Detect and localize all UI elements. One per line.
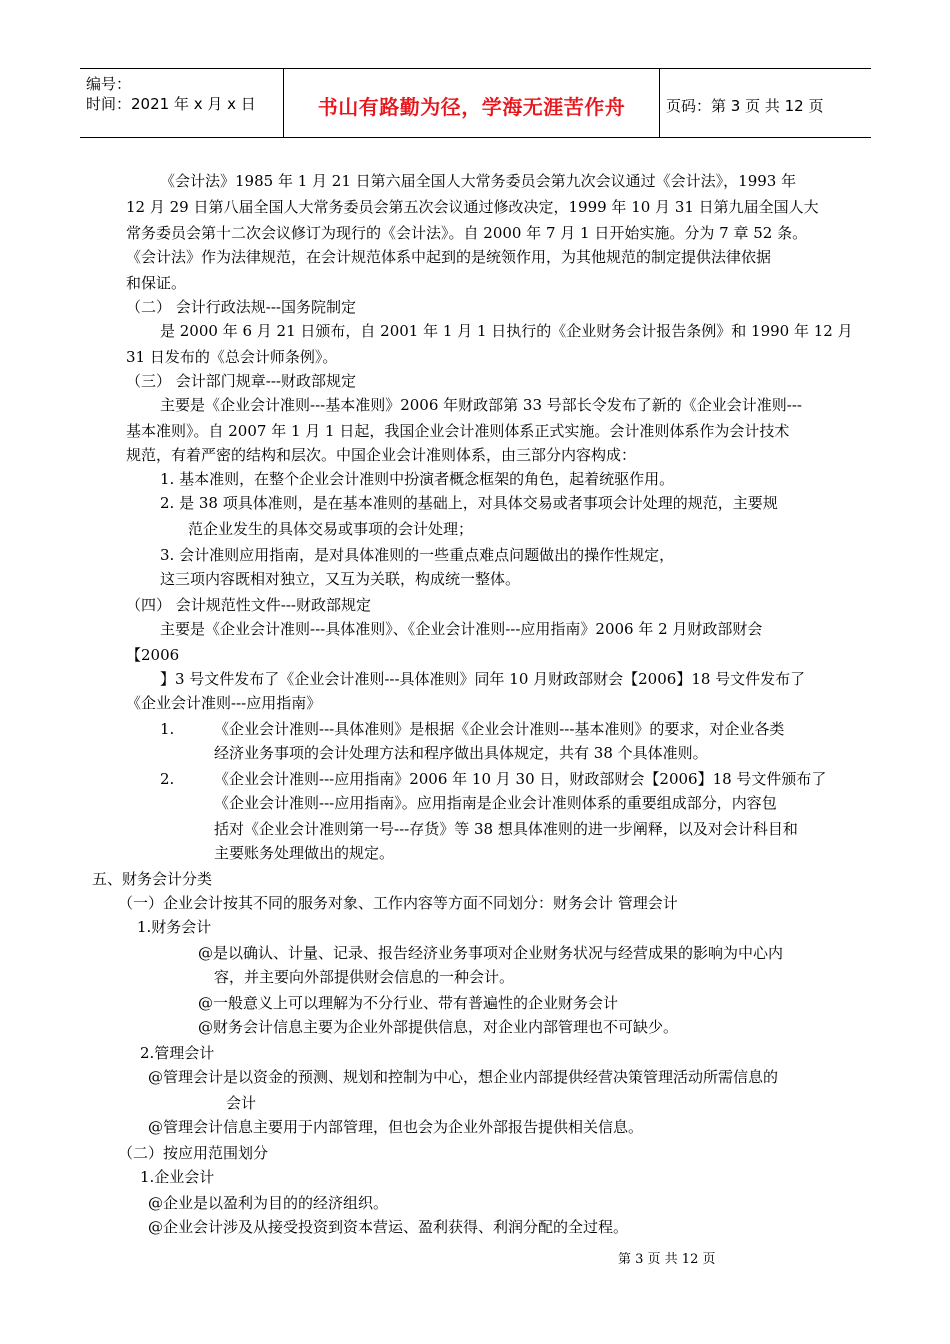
body-line: 常务委员会第十二次会议修订为现行的《会计法》。自 2000 年 7 月 1 日开始实施。分为 7 章 52 条。	[126, 224, 808, 242]
list-item: 《企业会计准则---应用指南》2006 年 10 月 30 日，财政部财会【2006】18 号文件颁布了	[214, 770, 827, 788]
body-line: 】3 号文件发布了《企业会计准则---具体准则》同年 10 月财政部财会【2006】18 号文件发布了	[160, 670, 806, 688]
body-line: 12 月 29 日第八届全国人大常务委员会第五次会议通过修改决定，1999 年 10 月 31 日第九届全国人大	[126, 198, 819, 216]
body-line: 《会计法》1985 年 1 月 21 日第六届全国人大常务委员会第九次会议通过《会计法》，1993 年	[160, 172, 797, 190]
body-line: 规范，有着严密的结构和层次。中国企业会计准则体系，由三部分内容构成：	[126, 446, 637, 464]
document-date-label: 时间：2021 年 x 月 x 日	[86, 95, 256, 113]
body-line: 31 日发布的《总会计师条例》。	[126, 348, 338, 366]
header-info-cell	[80, 69, 284, 137]
body-line: 和保证。	[126, 274, 187, 292]
body-line: 是 2000 年 6 月 21 日颁布，自 2001 年 1 月 1 日执行的《企业财务会计报告条例》和 1990 年 12 月	[160, 322, 853, 340]
subsection-heading: 2.管理会计	[140, 1044, 215, 1062]
chapter-heading: 五、财务会计分类	[92, 870, 213, 888]
body-line: 主要是《企业会计准则---具体准则》、《企业会计准则---应用指南》2006 年 2 月财政部财会	[160, 620, 763, 638]
list-item-continuation: 括对《企业会计准则第一号---存货》等 38 想具体准则的进一步阐释，以及对会计科目和	[214, 820, 798, 838]
list-item: 2. 是 38 项具体准则，是在基本准则的基础上，对具体交易或者事项会计处理的规范，主要规	[160, 494, 778, 512]
section-heading: （二） 会计行政法规---国务院制定	[126, 298, 356, 316]
bullet-item: @企业会计涉及从接受投资到资本营运、盈利获得、利润分配的全过程。	[148, 1218, 629, 1236]
bullet-item: @管理会计信息主要用于内部管理，但也会为企业外部报告提供相关信息。	[148, 1118, 644, 1136]
body-line: 这三项内容既相对独立，又互为关联，构成统一整体。	[160, 570, 521, 588]
list-number: 1.	[160, 720, 175, 738]
bullet-item: @管理会计是以资金的预测、规划和控制为中心，想企业内部提供经营决策管理活动所需信息的	[148, 1068, 779, 1086]
body-line: 《企业会计准则---应用指南》	[126, 694, 322, 712]
list-item-continuation: 主要账务处理做出的规定。	[214, 844, 395, 862]
subsection-heading: 1.企业会计	[140, 1168, 215, 1186]
list-number: 2.	[160, 770, 175, 788]
header-motto-cell	[284, 69, 660, 137]
body-line: 《会计法》作为法律规范，在会计规范体系中起到的是统领作用，为其他规范的制定提供法律依据	[126, 248, 772, 266]
page-header	[80, 68, 871, 138]
header-motto: 书山有路勤为径，学海无涯苦作舟	[317, 94, 626, 119]
bullet-item: @企业是以盈利为目的的经济组织。	[148, 1194, 389, 1212]
bullet-item: @是以确认、计量、记录、报告经济业务事项对企业财务状况与经营成果的影响为中心内	[198, 944, 784, 962]
list-item: 1. 基本准则，在整个企业会计准则中扮演者概念框架的角色，起着统驱作用。	[160, 470, 675, 488]
list-item-continuation: 范企业发生的具体交易或事项的会计处理；	[188, 520, 474, 538]
bullet-item: @一般意义上可以理解为不分行业、带有普遍性的企业财务会计	[198, 994, 619, 1012]
body-line: 【2006	[126, 646, 180, 664]
bullet-item-continuation: 会计	[226, 1094, 257, 1112]
section-heading: （三） 会计部门规章---财政部规定	[126, 372, 356, 390]
body-line: 主要是《企业会计准则---基本准则》2006 年财政部第 33 号部长令发布了新的《企业会计准则---	[160, 396, 802, 414]
section-heading: （四） 会计规范性文件---财政部规定	[126, 596, 371, 614]
header-page-number: 页码：第 3 页 共 12 页	[666, 96, 824, 115]
header-page-cell	[660, 69, 871, 137]
bullet-item-continuation: 容，并主要向外部提供财会信息的一种会计。	[214, 968, 515, 986]
document-number-label: 编号：	[86, 75, 132, 93]
list-item-continuation: 《企业会计准则---应用指南》。应用指南是企业会计准则体系的重要组成部分，内容包	[214, 794, 777, 812]
list-item: 3. 会计准则应用指南，是对具体准则的一些重点难点问题做出的操作性规定，	[160, 546, 675, 564]
bullet-item: @财务会计信息主要为企业外部提供信息，对企业内部管理也不可缺少。	[198, 1018, 679, 1036]
subsection-heading: 1.财务会计	[137, 918, 212, 936]
list-item: 《企业会计准则---具体准则》是根据《企业会计准则---基本准则》的要求，对企业各类	[214, 720, 785, 738]
section-heading: （二）按应用范围划分	[118, 1144, 269, 1162]
section-heading: （一）企业会计按其不同的服务对象、工作内容等方面不同划分：财务会计 管理会计	[118, 894, 678, 912]
body-line: 基本准则》。自 2007 年 1 月 1 日起，我国企业会计准则体系正式实施。会计准则体系作为会计技术	[126, 422, 790, 440]
list-item-continuation: 经济业务事项的会计处理方法和程序做出具体规定，共有 38 个具体准则。	[214, 744, 708, 762]
footer-page-number: 第 3 页 共 12 页	[618, 1252, 716, 1267]
